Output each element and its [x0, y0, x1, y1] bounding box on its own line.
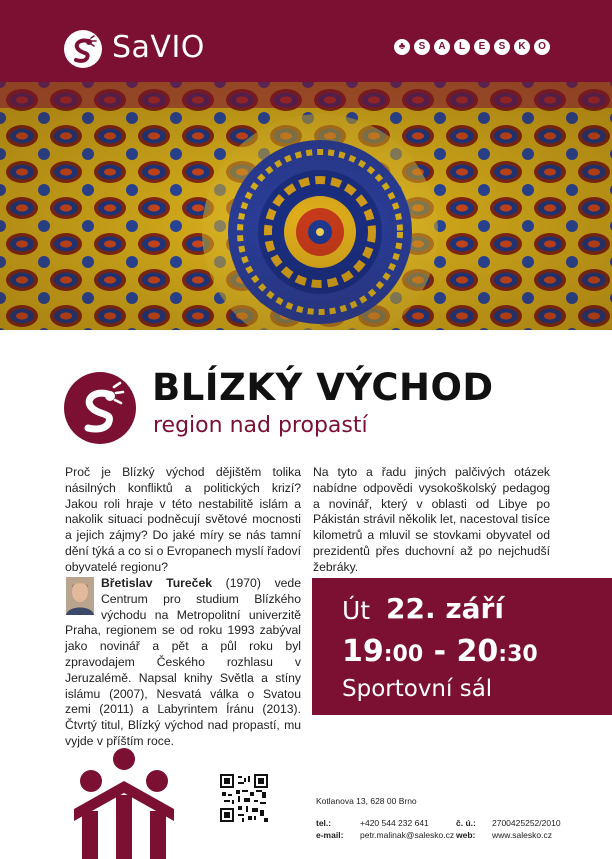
tel-label: tel.: — [316, 818, 332, 828]
salesko-letter: S — [494, 39, 510, 55]
page-subtitle: region nad propastí — [153, 413, 368, 438]
salesko-logo — [394, 39, 550, 55]
event-place: Sportovní sál — [342, 676, 493, 702]
event-start-minute: :00 — [383, 642, 424, 667]
event-box — [312, 578, 612, 715]
salesko-letter: A — [434, 39, 450, 55]
mosaic-ceiling-image — [0, 82, 612, 330]
author-bio-text: (1970) vede Centrum pro studium Blízkého východu na Metropolitní univerzitě Praha, regionem se od roku 1993 zabýval jako novinář a pět a půl roku byl zpravodajem Českého rozhlasu v Jeruzalémě. Napsal knihy Světla a stíny islámu (2007), Nesvatá válka o Svatou zemi (2011) a Labyrintem Íránu (2013). Čtvrtý titul, Blízký východ nad propastí, mu vyjde v příštím roce. — [65, 576, 301, 748]
email-label: e-mail: — [316, 830, 344, 840]
author-bio — [65, 576, 301, 750]
brand-name: SaVIO — [112, 30, 205, 65]
account-label: č. ú.: — [456, 818, 476, 828]
intro-paragraph: Proč je Blízký východ dějištěm tolika násilných konfliktů a politických krizí? Jakou roli hraje v této nestabilitě islám a nakolik situaci podněcují světové mocnosti a jejich zájmy? Do jaké míry se nás tamní dění týká a co si o Evropanech myslí řadoví obyvatelé regionu? — [65, 465, 301, 574]
event-end-hour: 20 — [456, 634, 499, 669]
event-start-hour: 19 — [342, 634, 384, 669]
salesko-letter: O — [534, 39, 550, 55]
event-date: 22. září — [386, 592, 504, 625]
email-value[interactable]: petr.malinak@salesko.cz — [360, 830, 455, 840]
qr-code[interactable] — [220, 774, 268, 822]
salesko-letter: E — [474, 39, 490, 55]
account-value: 2700425252/2010 — [492, 818, 561, 828]
salesko-people-icon: ♣ — [394, 39, 410, 55]
event-end-minute: :30 — [498, 642, 538, 667]
answer-paragraph: Na tyto a řadu jiných palčivých otázek nabídne odpovědi vysokoškolský pedagog a novinář, který v oblasti od Libye po Pákistán strávil několik let, nacestoval tisíce kilometrů a mluvil se stovkami obyvatel od prezidentů přes duchovní až po nejchudší žebráky. — [313, 465, 550, 574]
event-time — [342, 634, 538, 669]
salesko-letter: K — [514, 39, 530, 55]
savio-logo-icon — [64, 30, 102, 68]
event-day: Út — [342, 596, 371, 625]
author-name: Břetislav Tureček — [101, 576, 212, 590]
event-time-separator: - — [423, 634, 457, 669]
salesko-letter: S — [414, 39, 430, 55]
salesko-people-icon — [64, 745, 184, 859]
web-link[interactable]: www.salesko.cz — [492, 830, 552, 840]
page-title: BLÍZKÝ VÝCHOD — [152, 366, 494, 409]
salesko-letter: L — [454, 39, 470, 55]
header-bar — [0, 0, 612, 82]
contact-address: Kotlanova 13, 628 00 Brno — [316, 796, 417, 806]
tel-value[interactable]: +420 544 232 641 — [360, 818, 429, 828]
web-label: web: — [456, 830, 476, 840]
savio-emblem-icon — [64, 372, 136, 444]
